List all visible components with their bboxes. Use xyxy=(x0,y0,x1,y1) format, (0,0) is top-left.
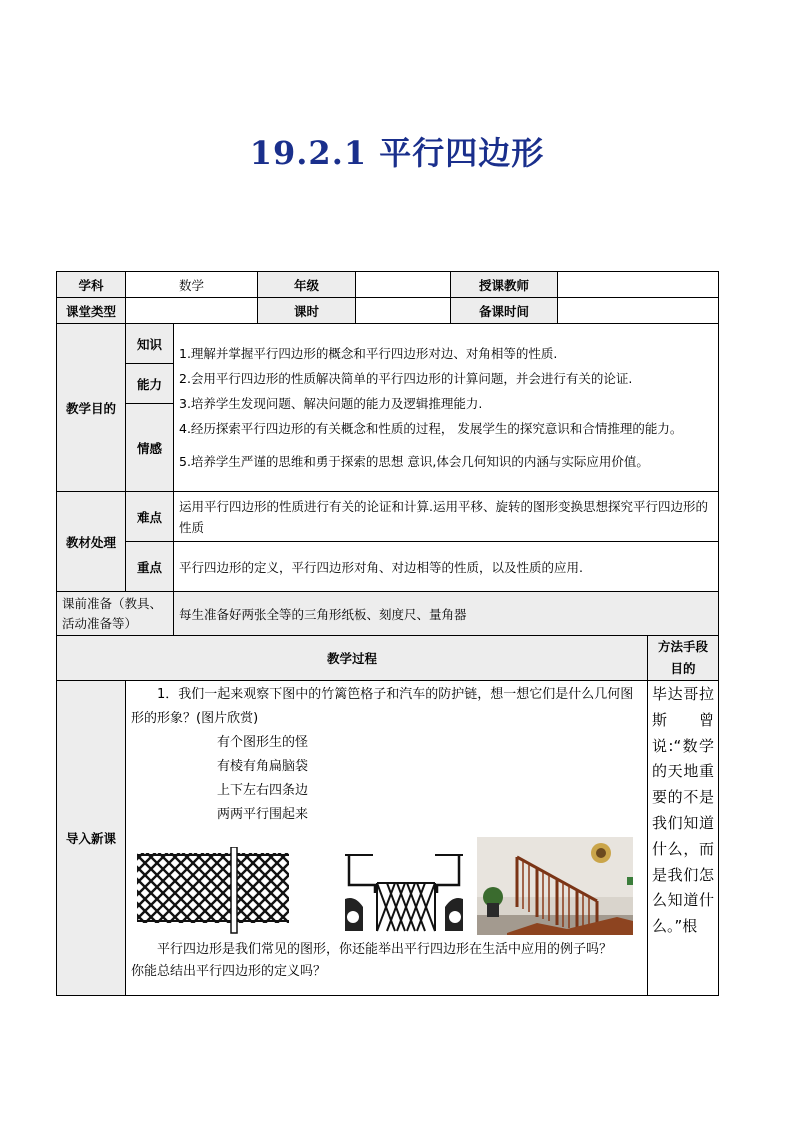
picture-strip xyxy=(131,833,642,935)
period-value xyxy=(356,298,451,324)
lesson-type-label: 课堂类型 xyxy=(57,298,126,324)
method-header: 方法手段目的 xyxy=(648,636,719,681)
definition-question: 你能总结出平行四边形的定义吗？ xyxy=(131,964,327,979)
process-header-row xyxy=(57,636,719,681)
subject-value: 数学 xyxy=(126,272,258,298)
lesson-plan-table xyxy=(56,271,719,996)
key-text: 平行四边形的定义，平行四边形对角、对边相等的性质，以及性质的应用. xyxy=(174,542,719,592)
intro-paragraph: 1．我们一起来观察下图中的竹篱笆格子和汽车的防护链，想一想它们是什么几何图形的形象？(图片欣赏) xyxy=(131,687,634,726)
fence-lattice-image xyxy=(137,847,289,935)
prep-time-label: 备课时间 xyxy=(451,298,558,324)
info-row-2 xyxy=(57,298,719,324)
goals-row-knowledge xyxy=(57,324,719,364)
materials-row-key xyxy=(57,542,719,592)
staircase-railing-photo xyxy=(477,837,633,935)
poem-line: 有个图形生的怪 xyxy=(217,735,309,750)
poem-line: 两两平行围起来 xyxy=(217,807,309,822)
intro-row xyxy=(57,681,719,996)
prep-row xyxy=(57,592,719,636)
intro-content xyxy=(126,681,648,996)
materials-row-difficulty xyxy=(57,492,719,542)
ability-label: 能力 xyxy=(126,364,174,404)
poem-line: 有棱有角扁脑袋 xyxy=(217,759,309,774)
knowledge-label: 知识 xyxy=(126,324,174,364)
goals-content xyxy=(174,324,719,492)
goals-label: 教学目的 xyxy=(57,324,126,492)
period-label: 课时 xyxy=(258,298,356,324)
process-header: 教学过程 xyxy=(57,636,648,681)
method-notes: 毕达哥拉斯曾说:“数学的天地重要的不是我们知道什么，而是我们怎么知道什么。”根 xyxy=(648,681,719,996)
grade-label: 年级 xyxy=(258,272,356,298)
goal-item: 1.理解并掌握平行四边形的概念和平行四边形对边、对角相等的性质. xyxy=(179,346,558,361)
key-label: 重点 xyxy=(126,542,174,592)
goal-item: 4.经历探索平行四边形的有关概念和性质的过程， 发展学生的探究意识和合情推理的能力。 xyxy=(179,421,683,436)
teacher-value xyxy=(558,272,719,298)
teacher-label: 授课教师 xyxy=(451,272,558,298)
prep-label: 课前准备（教具、活动准备等） xyxy=(57,592,174,636)
page-title: 19.2.1 平行四边形 xyxy=(249,134,545,172)
emotion-label: 情感 xyxy=(126,404,174,492)
poem-line: 上下左右四条边 xyxy=(217,783,309,798)
prep-time-value xyxy=(558,298,719,324)
goal-item: 5.培养学生严谨的思维和勇于探索的思想 意识,体会几何知识的内涵与实际应用价值。 xyxy=(179,454,649,469)
subject-label: 学科 xyxy=(57,272,126,298)
info-row-1 xyxy=(57,272,719,298)
prep-text: 每生准备好两张全等的三角形纸板、刻度尺、量角器 xyxy=(174,592,719,636)
car-guard-chain-image xyxy=(345,847,463,935)
goal-item: 2.会用平行四边形的性质解决简单的平行四边形的计算问题，并会进行有关的论证. xyxy=(179,371,633,386)
difficulty-text: 运用平行四边形的性质进行有关的论证和计算.运用平移、旋转的图形变换思想探究平行四边形的性质 xyxy=(174,492,719,542)
difficulty-label: 难点 xyxy=(126,492,174,542)
intro-question: 平行四边形是我们常见的图形，你还能举出平行四边形在生活中应用的例子吗？ xyxy=(157,942,613,957)
goal-item: 3.培养学生发现问题、解决问题的能力及逻辑推理能力. xyxy=(179,396,483,411)
intro-section-label: 导入新课 xyxy=(57,681,126,996)
lesson-type-value xyxy=(126,298,258,324)
materials-label: 教材处理 xyxy=(57,492,126,592)
grade-value xyxy=(356,272,451,298)
